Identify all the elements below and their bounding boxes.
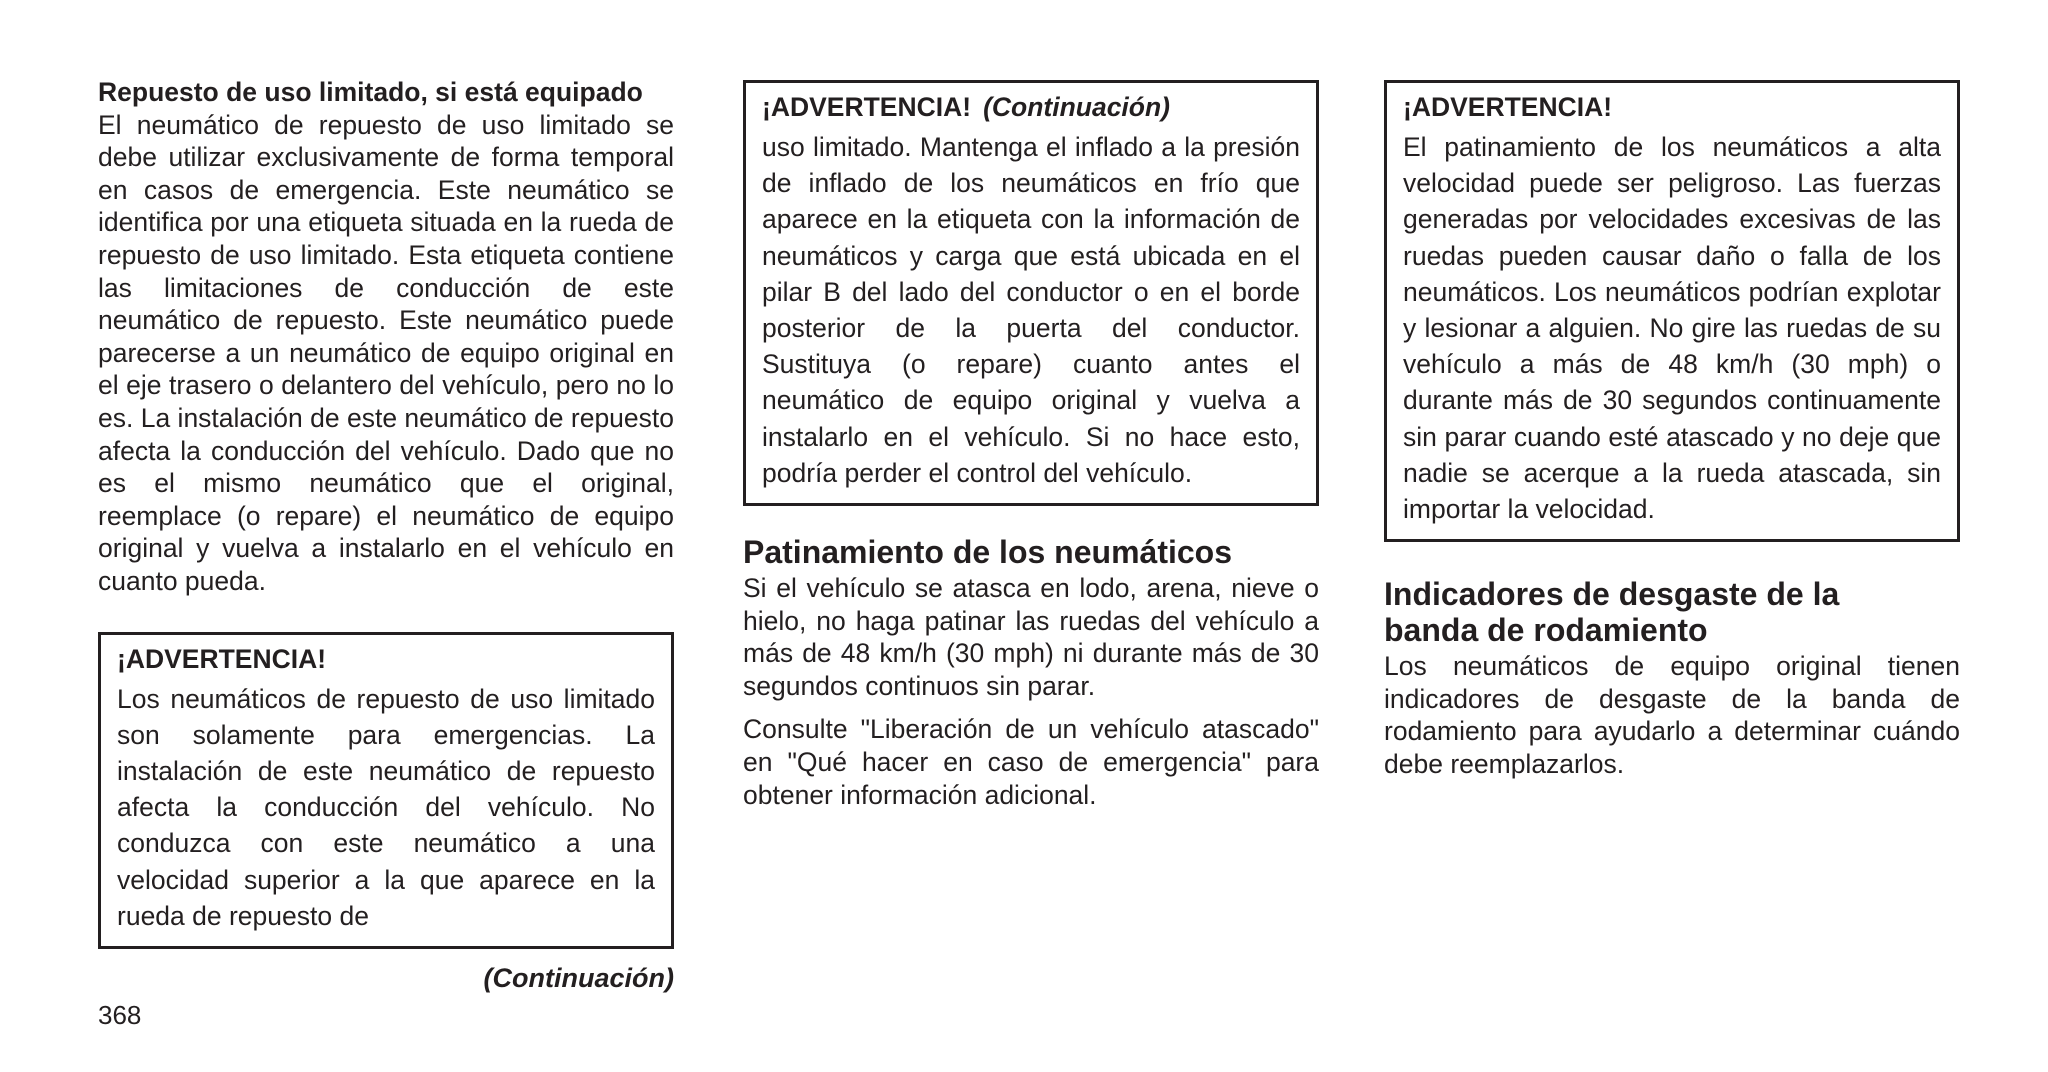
warning-continued-label: (Continuación) <box>983 92 1170 122</box>
paragraph-tire-spinning: Si el vehículo se atasca en lodo, arena, nieve o hielo, no haga patinar las ruedas del vehículo a más de 48 km/h (30 mph) ni durante más de 30 segundos continuos sin parar. <box>743 573 1319 701</box>
warning-title: ¡ADVERTENCIA! <box>117 643 327 674</box>
warning-text: Los neumáticos de repuesto de uso limitado son solamente para emergencias. La instalación de este neumático de repuesto afecta la conducción del vehículo. No conduzca con este neumático a una velocidad superior a la que aparece en la rueda de repuesto de <box>117 683 655 931</box>
column-middle <box>743 76 1319 811</box>
warning-title <box>762 89 1300 125</box>
page-number: 368 <box>98 999 142 1030</box>
column-left <box>98 76 674 1031</box>
column-right <box>1384 76 1960 781</box>
paragraph-see-also: Consulte "Liberación de un vehículo atascado" en "Qué hacer en caso de emergencia" para obtener información adicional. <box>743 714 1319 810</box>
warning-box-spinning <box>1384 80 1960 542</box>
continued-label: (Continuación) <box>483 962 674 993</box>
warning-title-text: ¡ADVERTENCIA! <box>762 92 972 122</box>
subheading-limited-spare: Repuesto de uso limitado, si está equipado <box>98 77 643 107</box>
paragraph-tread-wear: Los neumáticos de equipo original tienen indicadores de desgaste de la banda de rodamiento para ayudarlo a determinar cuándo debe reemplazarlos. <box>1384 651 1960 780</box>
warning-box-continued <box>743 80 1319 506</box>
heading-tread-wear: Indicadores de desgaste de la banda de rodamiento <box>1384 576 1840 649</box>
paragraph-limited-spare: El neumático de repuesto de uso limitado se debe utilizar exclusivamente de forma temporal en casos de emergencia. Este neumático se identifica por una etiqueta situada en la rueda de repuesto de uso limitado. Esta etiqueta contiene las limitaciones de conducción de este neumático de repuesto. Este neumático puede parecerse a un neumático de equipo original en el eje trasero o delantero del vehículo, pero no lo es. La instalación de este neumático de repuesto afecta la conducción del vehículo. Dado que no es el mismo neumático que el original, reemplace (o repare) el neumático de equipo original y vuelva a instalarlo en el vehículo en cuanto pueda. <box>98 109 675 596</box>
warning-box-limited-spare <box>98 632 674 949</box>
warning-text: El patinamiento de los neumáticos a alta velocidad puede ser peligroso. Las fuerzas generadas por velocidades excesivas de las ruedas pueden causar daño o falla de los neumáticos. Los neumáticos podrían explotar y lesionar a alguien. No gire las ruedas de su vehículo a más de 48 km/h (30 mph) o durante más de 30 segundos continuamente sin parar cuando esté atascado y no deje que nadie se acerque a la rueda atascada, sin importar la velocidad. <box>1403 132 1941 525</box>
heading-tire-spinning: Patinamiento de los neumáticos <box>743 534 1232 571</box>
warning-text: uso limitado. Mantenga el inflado a la presión de inflado de los neumáticos en frío que aparece en la etiqueta con la información de neumáticos y carga que está ubicada en el pilar B del lado del conductor o en el borde posterior de la puerta del conductor. Sustituya (o repare) cuanto antes el neumático de equipo original y vuelva a instalarlo en el vehículo. Si no hace esto, podría perder el control del vehículo. <box>762 132 1300 488</box>
warning-title: ¡ADVERTENCIA! <box>1403 92 1613 122</box>
